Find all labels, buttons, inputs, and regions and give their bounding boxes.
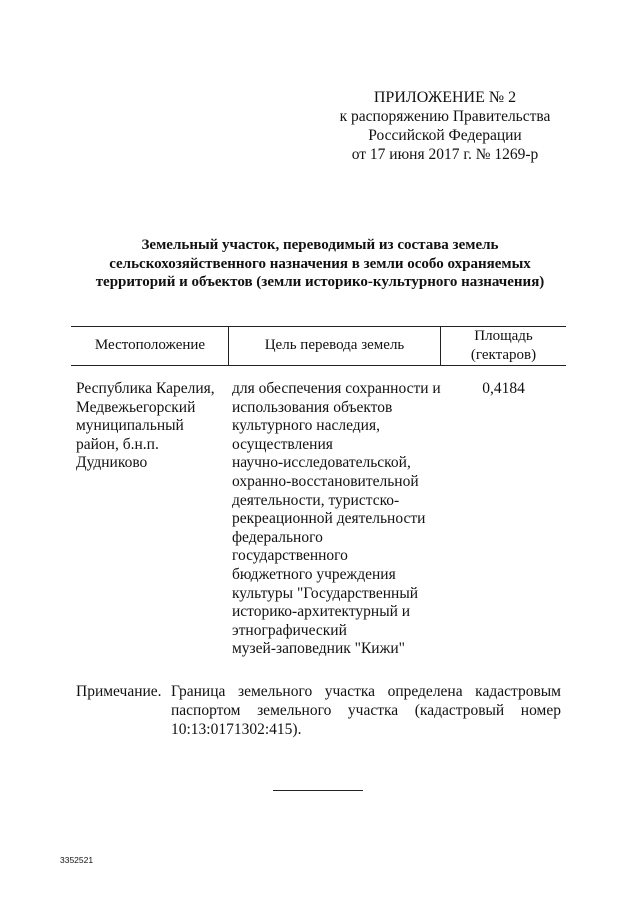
purpose-line: музей-заповедник "Кижи": [232, 640, 405, 658]
purpose-line: осуществления: [232, 435, 333, 453]
purpose-line: использования объектов: [232, 398, 393, 416]
location-line: муниципальный: [76, 417, 184, 435]
table-header-rule: [71, 365, 566, 366]
cell-purpose: [232, 380, 447, 659]
location-line: район, б.н.п.: [76, 435, 159, 453]
document-title-line: Земельный участок, переводимый из состава земель: [141, 237, 499, 253]
purpose-line: федерального: [232, 528, 323, 546]
purpose-line: государственного: [232, 547, 348, 565]
purpose-line: научно-исследовательской,: [232, 454, 411, 472]
note-text: Граница земельного участка определена кадастровым паспортом земельного участка (кадастровый номер 10:13:0171302:415).: [171, 683, 561, 738]
document-title-line: территорий и объектов (земли историко-культурного назначения): [95, 274, 545, 290]
cell-area: 0,4184: [482, 380, 525, 397]
purpose-line: охранно-восстановительной: [232, 472, 419, 490]
purpose-line: для обеспечения сохранности и: [232, 380, 441, 397]
purpose-line: бюджетного учреждения: [232, 565, 396, 583]
location-line: Республика Карелия,: [76, 380, 215, 397]
purpose-line: культуры "Государственный: [232, 584, 419, 602]
column-header-location: Местоположение: [94, 337, 206, 353]
column-header-purpose: Цель перевода земель: [264, 337, 405, 353]
location-line: Медвежьегорский: [76, 398, 196, 416]
appendix-header: [330, 88, 560, 164]
location-line: Дудниково: [76, 454, 148, 472]
purpose-line: рекреационной деятельности: [232, 510, 426, 528]
purpose-line: этнографический: [232, 621, 347, 639]
appendix-line: к распоряжению Правительства: [339, 108, 551, 125]
appendix-line: Российской Федерации: [368, 127, 522, 144]
document-title: [60, 236, 580, 292]
appendix-title: ПРИЛОЖЕНИЕ № 2: [373, 89, 517, 106]
column-header-area: [441, 327, 566, 365]
appendix-line: от 17 июня 2017 г. № 1269-р: [351, 146, 539, 163]
closing-divider: [273, 790, 363, 791]
cell-location: [76, 380, 226, 473]
purpose-line: культурного наследия,: [232, 417, 380, 435]
note-label: Примечание.: [76, 683, 162, 700]
purpose-line: деятельности, туристско-: [232, 491, 400, 509]
purpose-line: историко-архитектурный и: [232, 603, 411, 621]
document-number: 3352521: [60, 855, 94, 865]
column-header-area-line: (гектаров): [470, 347, 537, 363]
column-header-area-line: Площадь: [474, 328, 533, 344]
document-title-line: сельскохозяйственного назначения в земли особо охраняемых: [109, 255, 531, 272]
